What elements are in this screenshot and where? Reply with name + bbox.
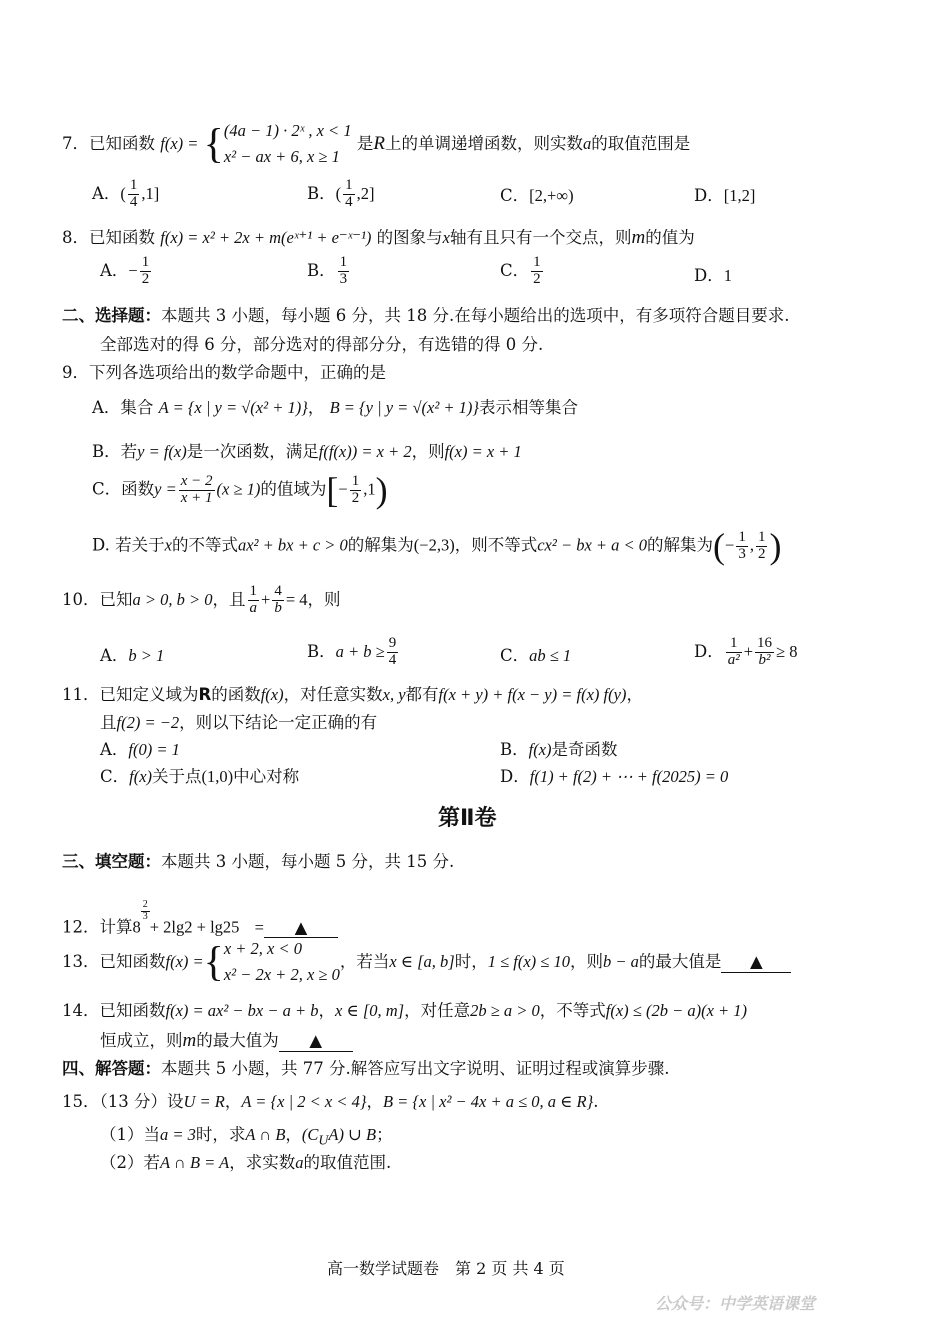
q8-option-c	[500, 255, 545, 288]
q8-option-b	[307, 255, 351, 288]
q15-stem-label: 15．（13 分）设	[62, 1092, 184, 1111]
q11-option-c-tail: 中心对称	[233, 767, 300, 786]
frac-num: 9	[388, 635, 397, 651]
q7-option-b-label: B．	[307, 183, 336, 203]
q11-option-b-text: 是奇函数	[551, 740, 618, 759]
q9-b-mid2: ，则	[411, 442, 445, 461]
q14-cond: 2b ≥ a > 0	[470, 1001, 540, 1020]
q8-option-b-label: B．	[307, 260, 336, 280]
q8-option-a: A．− $\frac{1}{2}$	[100, 254, 150, 287]
q13-cases	[224, 936, 340, 989]
q9-d-r2-frac	[756, 530, 768, 563]
q7-option-b: B．( $\frac{1}{4}$ ,2]	[307, 177, 375, 210]
frac-den: 4	[388, 651, 397, 668]
q9-d-mid3: ，则不等式	[454, 535, 538, 555]
q11-xy: x, y	[382, 685, 406, 704]
q15-p2-b: ，求实数	[229, 1153, 296, 1172]
q7-fx: f(x) =	[160, 133, 199, 153]
q13-brace: {	[203, 939, 224, 986]
q11-option-c-expr: f(x)	[129, 767, 153, 786]
q9-option-c: C．函数y = $\frac{x - 2}{x + 1}$ (x ≥ 1)的值域为[− $\frac{1}{2}$ ,1)	[92, 470, 388, 510]
q9-d-mid1: 的不等式	[171, 535, 238, 555]
q13-answer-blank[interactable]: ▲	[721, 952, 791, 973]
q9-option-d-label: D. 若关于	[92, 535, 165, 555]
q15-sep1: ，	[224, 1092, 242, 1111]
q14-m: m	[182, 1030, 197, 1051]
q10-option-b-label: B．	[307, 641, 336, 661]
q10-option-d-label: D．	[694, 641, 724, 661]
q14-answer-blank[interactable]: ▲	[279, 1031, 353, 1052]
q13-mid3: ，则	[569, 951, 603, 971]
q10-option-a-label: A．	[100, 646, 129, 665]
q10-stem: 10．已知a > 0, b > 0，且 $\frac{1}{a}$ + $\frac{4}{b}$ = 4，则	[62, 583, 341, 616]
q11-option-d	[500, 767, 728, 787]
q15-part2	[100, 1153, 391, 1173]
q9-option-b	[92, 442, 522, 462]
frac-den: a²	[727, 651, 740, 668]
q7-option-c-text: [2,+∞)	[529, 186, 574, 205]
q8-num: 8．已知函数	[62, 228, 155, 247]
q7-stem	[62, 118, 690, 171]
q14-ineq: f(x) ≤ (2b − a)(x + 1)	[605, 1001, 748, 1020]
q8-option-a-frac	[140, 255, 152, 288]
q13-mid4: 的最大值是	[638, 951, 722, 971]
q7-option-b-frac	[343, 178, 355, 211]
q8-tail-b: 轴有且只有一个交点，则	[450, 228, 632, 247]
q9-set-a: A = {x | y = √(x² + 1)}	[158, 398, 308, 417]
q11-R: R	[198, 685, 212, 704]
q11-option-a-text: f(0) = 1	[128, 740, 180, 759]
q9-option-d: D. 若关于x的不等式ax² + bx + c > 0的解集为(−2,3)，则不等式cx² − bx + a < 0的解集为(− $\frac{1}{3}$ , $\frac{1}{2}$ )	[92, 526, 782, 566]
q13-fx: f(x) =	[165, 951, 204, 971]
frac-num: 1	[141, 254, 150, 270]
q8-expr: f(x) = x² + 2x + m(eˣ⁺¹ + e⁻ˣ⁻¹)	[160, 228, 372, 247]
frac-num: 16	[757, 635, 773, 651]
frac-den: b²	[758, 651, 771, 668]
watermark: 公众号：中学英语课堂	[655, 1294, 816, 1313]
q10-stem-a: 10．已知	[62, 589, 133, 609]
q10-stem-c: ，则	[307, 589, 341, 609]
frac-den: b	[274, 599, 282, 616]
q13-mid1: ，若当	[339, 951, 390, 971]
frac-num: 1	[345, 177, 353, 193]
q9-stem: 9．下列各选项给出的数学命题中，正确的是	[62, 363, 386, 382]
q10-frac2	[272, 584, 284, 617]
q7-option-d-label: D．	[694, 186, 724, 205]
section2-line1: 本题共 3 小题，每小题 6 分，共 18 分.在每小题给出的选项中，有多项符合题目要求.	[161, 306, 790, 325]
q10-option-d-frac2	[755, 636, 774, 669]
q7-option-a-tail: ,1]	[141, 183, 160, 203]
q11-option-a	[100, 740, 180, 760]
q7-option-c	[500, 186, 574, 206]
frac-den: a	[249, 599, 258, 616]
frac-num: 1	[757, 528, 766, 545]
q7-tail-a: 是	[356, 133, 374, 153]
q9-d-ineq1: ax² + bx + c > 0	[237, 535, 348, 555]
q10-stem-b: ，且	[212, 589, 246, 609]
q11-option-b	[500, 740, 618, 760]
frac-num: 1	[738, 528, 746, 545]
q9-option-c-label: C．函数	[92, 479, 155, 499]
q10-option-a	[100, 646, 164, 666]
section3-title: 三、填空题：	[62, 852, 161, 871]
q10-option-b-text: a + b ≥	[335, 641, 385, 661]
q12: 12．计算8 $\frac{2}{3}$ + 2lg2 + lg25 = ▲	[62, 900, 338, 938]
q11-line1-d: 都有	[405, 685, 439, 704]
q12-exponent	[141, 900, 150, 922]
q7-cases	[224, 118, 352, 171]
q15-p2-var: a	[295, 1153, 304, 1172]
q14-line2	[100, 1030, 353, 1053]
q15-p1-e3: A) ∪ B	[328, 1125, 377, 1144]
frac-num: 1	[351, 472, 360, 489]
q9-option-a-tail: 表示相等集合	[479, 398, 578, 417]
q14-stem: 14．已知函数	[62, 1001, 166, 1020]
q9-d-mid2: 的解集为	[347, 535, 414, 555]
q12-stem: 12．计算	[62, 917, 133, 937]
q7-R: R	[373, 132, 385, 154]
section4-header	[62, 1059, 669, 1079]
q11-fx: f(x)	[260, 685, 284, 704]
q9-c-mid: 的值域为	[260, 479, 327, 499]
q10-frac1	[248, 584, 260, 617]
q8-m: m	[631, 227, 646, 248]
section4-title: 四、解答题：	[62, 1059, 161, 1078]
q8-option-c-label: C．	[500, 260, 530, 280]
q14-line2-b: 的最大值为	[196, 1031, 279, 1050]
q13	[62, 936, 791, 989]
q15-p1-e2: (C	[301, 1125, 319, 1144]
q13-case1: x + 2, x < 0	[223, 939, 302, 958]
frac-den: 3	[142, 910, 148, 922]
q10-option-d-frac1	[726, 636, 742, 669]
q15-p1-a: （1）当	[100, 1125, 160, 1144]
frac-num: 1	[129, 177, 138, 193]
q8-option-d	[694, 266, 732, 286]
frac-num: x − 2	[180, 472, 213, 489]
q8-stem	[62, 227, 695, 250]
q11-line1: 11．已知定义域为R的函数f(x)，对任意实数x, y都有f(x + y) + f(x − y) = f(x) f(y)，	[62, 685, 643, 704]
q11-option-c-label: C．	[100, 767, 130, 786]
section2-line2: 全部选对的得 6 分，部分选对的得部分分，有选错的得 0 分.	[100, 335, 544, 354]
q7-case1: (4a − 1) · 2ˣ , x < 1	[223, 121, 352, 140]
q10-option-b	[307, 636, 400, 669]
frac-den: 3	[339, 270, 348, 287]
q14-mid2: ，不等式	[539, 1001, 606, 1020]
q15-B: B = {x | x² − 4x + a ≤ 0, a ∈ R}	[382, 1092, 594, 1111]
q13-case2: x² − 2x + 2, x ≥ 0	[223, 965, 340, 985]
q10-option-a-text: b > 1	[128, 646, 165, 665]
q9-b-mid: 是一次函数，满足	[186, 442, 319, 461]
q8-option-b-frac	[338, 255, 350, 288]
frac-den: 3	[738, 545, 746, 562]
q7-num: 7．已知函数	[62, 133, 155, 153]
q15-A: A = {x | 2 < x < 4}	[241, 1092, 367, 1111]
frac-den: 4	[345, 193, 353, 210]
q8-option-c-frac	[531, 255, 543, 288]
q15-p2-a: （2）若	[100, 1153, 160, 1172]
frac-num: 1	[533, 254, 541, 270]
q11-option-c	[100, 767, 299, 787]
frac-den: 2	[141, 270, 150, 287]
q12-expr-tail: + 2lg2 + lg25	[149, 917, 240, 937]
q15-p2-c: 的取值范围.	[303, 1153, 392, 1172]
page-footer: 高一数学试题卷 第 2 页 共 4 页	[327, 1259, 565, 1278]
q15-p1-cond: a = 3	[160, 1125, 196, 1144]
q8-option-d-label: D．	[694, 266, 724, 285]
q9-b-expr2: f(f(x)) = x + 2	[318, 442, 412, 461]
q11-line1-c: ，对任意实数	[283, 685, 383, 704]
q15-p1-b: 时，求	[195, 1125, 246, 1144]
q10-option-c-label: C．	[500, 646, 530, 665]
q7-option-a-frac	[128, 178, 140, 211]
q10-option-b-frac	[387, 636, 399, 669]
q15-p2-cond: A ∩ B = A	[160, 1153, 230, 1172]
q10-cond: a > 0, b > 0	[132, 589, 213, 609]
q11-line2	[100, 713, 377, 733]
q9-option-a-label: A．集合	[92, 398, 154, 417]
q15-part1	[100, 1125, 393, 1149]
q11-option-c-point: (1,0)	[201, 767, 234, 786]
q8-tail-c: 的值为	[645, 228, 695, 247]
q15-p1-c: ，	[285, 1125, 302, 1144]
q8-x: x	[442, 228, 450, 247]
q15-sep2: ，	[366, 1092, 383, 1111]
q7-a: a	[582, 133, 592, 153]
q8-option-d-text: 1	[723, 266, 732, 285]
section2-title: 二、选择题：	[62, 306, 161, 325]
q9-c-range-frac	[350, 474, 362, 507]
q9-d-mid4: 的解集为	[647, 535, 714, 555]
q14-dom: x ∈ [0, m]	[335, 1001, 405, 1020]
q9-set-b: B = {y | y = √(x² + 1)}	[329, 398, 479, 417]
q11-option-b-expr: f(x)	[528, 740, 552, 759]
q12-answer-blank[interactable]: ▲	[264, 918, 338, 939]
q15-stem	[62, 1092, 598, 1112]
q9-d-set1: (−2,3)	[413, 535, 455, 555]
q11-line1-b: 的函数	[211, 685, 261, 704]
q10-option-c	[500, 646, 571, 666]
q14-line1	[62, 1001, 747, 1021]
q12-eq: =	[254, 917, 264, 937]
q7-tail-c: 的取值范围是	[591, 133, 691, 153]
q11-f2: f(2) = −2	[116, 713, 180, 732]
q9-b-expr3: f(x) = x + 1	[444, 442, 522, 461]
q7-option-b-tail: ,2]	[356, 183, 375, 203]
frac-den: 2	[757, 545, 766, 562]
q7-case2: x² − ax + 6, x ≥ 1	[223, 147, 340, 167]
q13-cond1: x ∈ [a, b]	[389, 951, 455, 971]
q11-option-a-label: A．	[100, 740, 129, 759]
q14-expr: f(x) = ax² − bx − a + b	[165, 1001, 319, 1020]
q11-line2-a: 且	[100, 713, 117, 732]
frac-num: 1	[726, 636, 742, 653]
q10-option-d: D． $\frac{1}{\text{a²}}$ + $\frac{16}{\text{b²}}$ ≥ 8	[694, 635, 798, 668]
frac-num: 1	[249, 583, 258, 599]
q14-sep: ，	[318, 1001, 336, 1020]
q11-line1-a: 11．已知定义域为	[62, 685, 199, 704]
section2-header	[62, 306, 789, 326]
q7-tail-b: 上的单调递增函数，则实数	[384, 133, 583, 153]
q13-mid2: 时，	[454, 951, 488, 971]
q9-c-cond: (x ≥ 1)	[216, 479, 261, 499]
q11-option-d-text: f(1) + f(2) + ⋯ + f(2025) = 0	[529, 767, 729, 786]
frac-num: 1	[339, 254, 348, 270]
frac-den: x + 1	[180, 489, 213, 506]
q13-ba: b − a	[602, 951, 639, 971]
frac-num: 2	[142, 899, 148, 910]
q15-end: .	[593, 1092, 599, 1111]
q10-eq: = 4	[285, 589, 308, 609]
section4-desc: 本题共 5 小题，共 77 分.解答应写出文字说明、证明过程或演算步骤.	[161, 1059, 670, 1078]
q14-mid1: ，对任意	[404, 1001, 471, 1020]
q7-option-a: A．( $\frac{1}{4}$ ,1]	[92, 177, 160, 210]
q13-cond2: 1 ≤ f(x) ≤ 10	[487, 951, 570, 971]
q7-brace: {	[203, 121, 224, 168]
q10-option-c-text: ab ≤ 1	[529, 646, 572, 665]
q9-b-expr1: y = f(x)	[137, 442, 187, 461]
q11-option-c-text: 关于点	[152, 767, 202, 786]
q8-option-a-label: A．	[100, 260, 129, 280]
part2-title: 第Ⅱ卷	[438, 806, 497, 831]
section3-header	[62, 852, 454, 872]
frac-num: 4	[274, 583, 282, 599]
q15-p1-d: ；	[376, 1125, 393, 1144]
q11-eq: f(x + y) + f(x − y) = f(x) f(y)	[438, 685, 627, 704]
q7-option-d-text: [1,2]	[723, 186, 756, 205]
q9-d-r1-frac	[736, 530, 748, 563]
frac-den: 2	[533, 270, 541, 287]
q11-option-b-label: B．	[500, 740, 529, 759]
q9-d-ineq2: cx² − bx + a < 0	[537, 535, 648, 555]
q15-p1-sub: U	[318, 1132, 329, 1148]
q7-option-d	[694, 186, 755, 206]
q13-stem: 13．已知函数	[62, 951, 166, 971]
q10-option-d-tail: ≥ 8	[776, 641, 798, 661]
q9-c-fn-frac	[179, 474, 215, 507]
q7-option-a-label: A．	[92, 183, 121, 203]
frac-den: 2	[351, 489, 360, 506]
q14-line2-a: 恒成立，则	[100, 1031, 183, 1050]
q11-line2-b: ，则以下结论一定正确的有	[179, 713, 378, 732]
q9-option-a: A．集合 A = {x | y = √(x² + 1)}， B = {y | y = √(x² + 1)}表示相等集合	[92, 398, 578, 417]
frac-den: 4	[129, 193, 138, 210]
q15-p1-e1: A ∩ B	[245, 1125, 286, 1144]
q7-option-c-label: C．	[500, 186, 530, 205]
section3-desc: 本题共 3 小题，每小题 5 分，共 15 分.	[161, 852, 455, 871]
q11-option-d-label: D．	[500, 767, 530, 786]
q8-tail-a: 的图象与	[376, 228, 443, 247]
q9-option-b-label: B．若	[92, 442, 138, 461]
q15-U: U = R	[183, 1092, 225, 1111]
